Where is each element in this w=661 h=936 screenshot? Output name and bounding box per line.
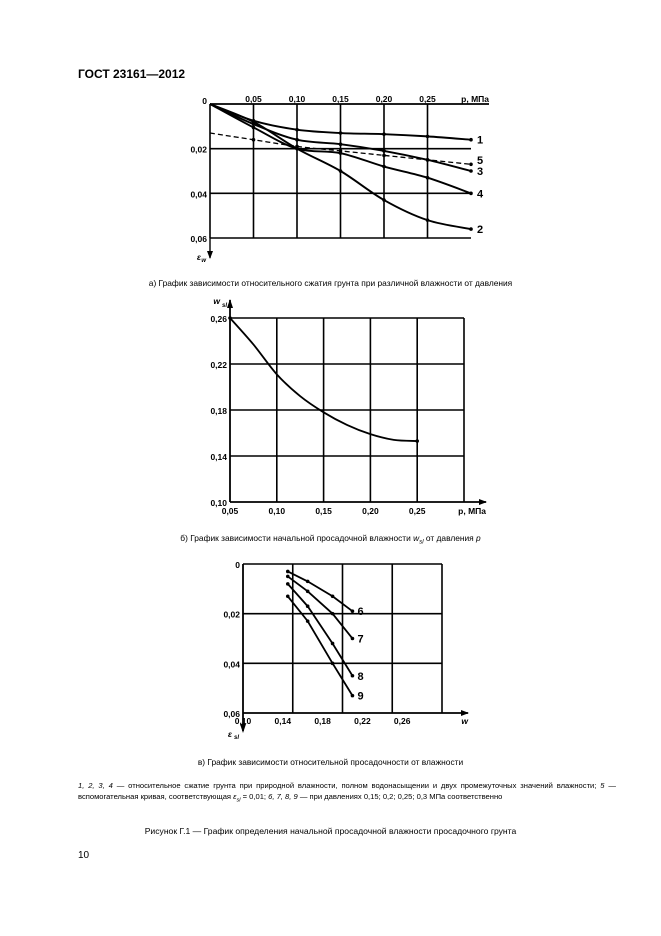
figure-legend <box>78 780 616 807</box>
chart-c-series-6-point-0 <box>286 570 290 574</box>
chart-c-series-9-point-3 <box>351 694 355 698</box>
chart-a-curve-label-5: 5 <box>477 154 484 167</box>
chart-c-curve-label-7: 7 <box>357 633 364 646</box>
chart-b-y-tick-1: 0,22 <box>210 360 227 370</box>
chart-b-caption-sub: sl <box>419 539 424 546</box>
legend-num-5: 5 <box>600 781 605 790</box>
chart-b-y-label-sub: sl <box>221 303 227 309</box>
chart-b-x-tick-4: 0,25 <box>408 506 426 516</box>
chart-a-y-tick-0: 0 <box>202 96 207 106</box>
chart-a-y-tick-1: 0,02 <box>190 144 207 155</box>
chart-b-y-tick-2: 0,18 <box>210 406 227 416</box>
chart-c-y-tick-2: 0,04 <box>223 659 240 670</box>
chart-b-y-label: w <box>213 296 220 306</box>
chart-c-x-tick-0: 0,10 <box>234 716 252 726</box>
chart-c-y-label: ε <box>227 729 232 739</box>
legend-text-2: — вспомогательная кривая, соответствующая <box>78 781 616 801</box>
chart-c-series-6-point-1 <box>306 580 310 584</box>
chart-c-caption: в) График зависимости относительной просадочности от влажности <box>197 757 464 767</box>
chart-c-series-9-point-1 <box>306 619 310 623</box>
chart-c-series-9-point-2 <box>331 662 335 666</box>
document-code: ГОСТ 23161—2012 <box>78 67 186 81</box>
chart-c-series-7-point-0 <box>286 575 290 579</box>
chart-b-caption-text: б) График зависимости начальной просадочной влажности <box>180 533 414 543</box>
legend-text-4: — при давлениях 0,15; 0,2; 0,25; 0,3 МПа соответственно <box>297 792 503 801</box>
chart-a-x-tick-0: 0,05 <box>245 94 262 104</box>
chart-a-x-tick-4: 0,25 <box>419 94 436 104</box>
figure-title: Рисунок Г.1 — График определения начальной просадочной влажности просадочного грунта <box>144 826 517 836</box>
chart-a-y-tick-3: 0,06 <box>190 234 207 244</box>
chart-a-curve-label-2: 2 <box>477 224 484 237</box>
chart-a-y-label: ε <box>196 252 201 262</box>
chart-b-caption-p: р <box>476 533 481 543</box>
chart-a-x-tick-1: 0,10 <box>288 94 306 104</box>
chart-a-caption: а) График зависимости относительного сжатия грунта при различной влажности от давления <box>148 278 513 288</box>
legend-text-1: — относительное сжатие грунта при природной влажности, полном водонасыщении и двух промежуточных значений влажности; <box>112 781 601 790</box>
chart-b-x-tick-3: 0,20 <box>362 506 379 516</box>
chart-c-series-7-point-3 <box>351 637 355 641</box>
chart-b-y-tick-4: 0,10 <box>210 498 227 508</box>
chart-c-series-8-point-0 <box>286 582 290 586</box>
chart-c-x-tick-4: 0,26 <box>393 716 411 726</box>
chart-c-x-tick-3: 0,22 <box>354 716 371 726</box>
chart-b-caption-var: w <box>413 533 420 543</box>
chart-c-curve-label-6: 6 <box>357 606 364 619</box>
legend-nums-1: 1, 2, 3, 4 <box>78 781 113 790</box>
chart-b-x-label: р, МПа <box>458 506 486 516</box>
legend-nums-2: 6, 7, 8, 9 <box>268 792 298 801</box>
chart-c-x-tick-2: 0,18 <box>314 716 331 726</box>
legend-eps-sub: sl <box>236 797 241 804</box>
page-number: 10 <box>78 850 90 861</box>
legend-text-3: = 0,01; <box>240 792 269 801</box>
chart-b-x-tick-0: 0,05 <box>221 506 239 516</box>
chart-a-x-tick-3: 0,20 <box>375 94 393 104</box>
chart-c-series-6-point-3 <box>351 609 355 613</box>
chart-a-y-tick-2: 0,04 <box>190 189 207 200</box>
chart-c-x-label: w <box>461 716 468 726</box>
chart-a-x-tick-2: 0,15 <box>332 94 349 104</box>
chart-c-series-9-point-0 <box>286 594 290 598</box>
chart-c-y-tick-0: 0 <box>235 560 240 570</box>
chart-b-y-tick-3: 0,14 <box>210 452 227 462</box>
chart-c-series-8-point-1 <box>306 604 310 608</box>
chart-c-y-tick-1: 0,02 <box>223 609 240 620</box>
chart-c-x-tick-1: 0,14 <box>274 716 292 726</box>
chart-a-x-label: р, МПа <box>461 94 489 104</box>
chart-c-series-6-point-2 <box>331 594 335 598</box>
chart-c-curve-label-9: 9 <box>357 690 364 703</box>
chart-c-y-label-sub: sl <box>233 735 239 741</box>
chart-a-curve-label-4: 4 <box>477 188 484 201</box>
legend-eps: ε <box>233 792 237 801</box>
chart-b-y-tick-0: 0,26 <box>210 314 227 324</box>
chart-c-curve-label-8: 8 <box>357 670 364 683</box>
chart-c-series-7-point-1 <box>306 590 310 594</box>
chart-b-caption-after: от давления <box>423 533 477 543</box>
chart-c-series-7-point-2 <box>331 612 335 616</box>
chart-a-curve-label-3: 3 <box>477 166 484 178</box>
chart-b-x-tick-2: 0,15 <box>315 506 332 516</box>
chart-c-series-8-point-2 <box>331 642 335 646</box>
chart-a-y-label-sub: w <box>201 258 206 264</box>
chart-b-x-tick-1: 0,10 <box>268 506 286 516</box>
chart-c-series-8-point-3 <box>351 674 355 678</box>
chart-a-curve-label-1: 1 <box>477 134 484 147</box>
chart-c-y-tick-3: 0,06 <box>223 709 240 719</box>
